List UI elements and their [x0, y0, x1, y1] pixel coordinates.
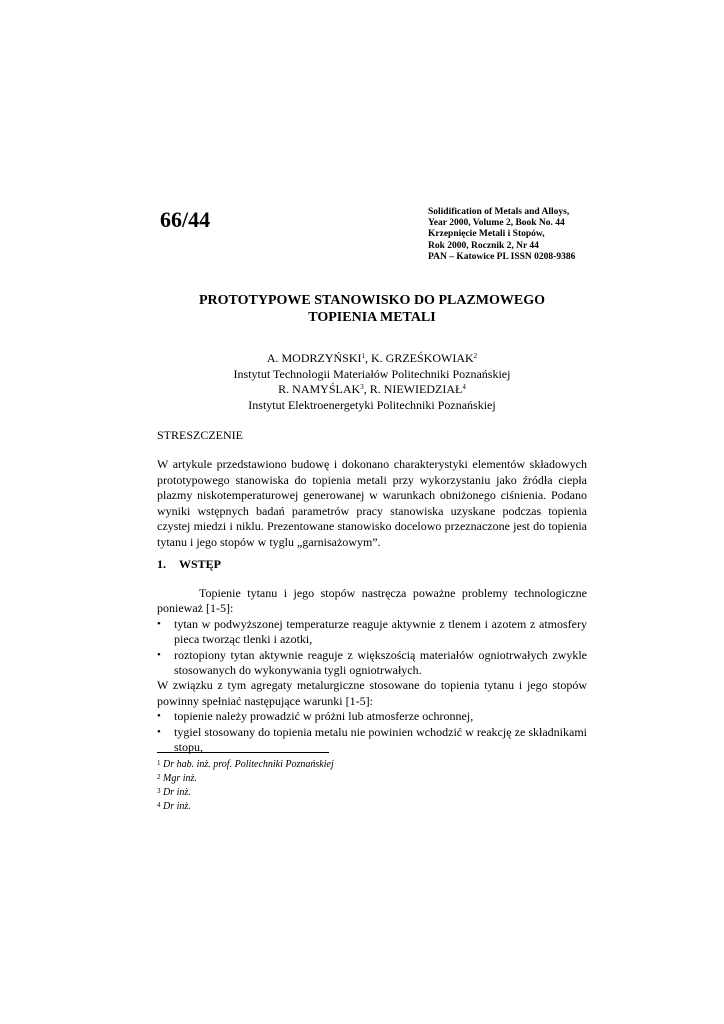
bullet-icon: •	[157, 725, 161, 738]
abstract-heading: STRESZCZENIE	[157, 428, 243, 442]
bullet-text: topienie należy prowadzić w próżni lub atmosferze ochronnej,	[174, 709, 474, 724]
footnote-mark: 3	[360, 383, 364, 391]
author-separator: ,	[363, 382, 370, 396]
footnote-text: Dr hab. inż. prof. Politechniki Poznańskiej	[163, 759, 334, 770]
section-body	[157, 586, 587, 755]
journal-line: Solidification of Metals and Alloys,	[428, 207, 570, 217]
journal-line: PAN – Katowice PL ISSN 0208-9386	[428, 251, 576, 262]
footnote-mark: 2	[157, 773, 161, 781]
footnote	[157, 772, 334, 786]
footnote-mark: 3	[157, 787, 161, 795]
bullet-text: tytan w podwyższonej temperaturze reaguje aktywnie z tlenem i azotem z atmosfery pieca tworząc tlenki i azotki,	[174, 616, 587, 647]
footnote-text: Dr inż.	[163, 801, 191, 812]
author-name: R. NAMYŚLAK	[278, 382, 361, 396]
title-line-2: TOPIENIA METALI	[308, 310, 436, 325]
footnote	[157, 758, 334, 772]
bullet-text: tygiel stosowany do topienia metalu nie powinien wchodzić w reakcję ze składnikami stopu,	[174, 724, 587, 755]
journal-info	[428, 207, 575, 263]
bullet-item	[157, 725, 587, 756]
footnote-mark: 1	[157, 759, 161, 767]
section-heading	[157, 557, 221, 572]
footnote-rule	[157, 752, 329, 753]
footnote-mark: 2	[473, 352, 478, 360]
affiliation: Instytut Elektroenergetyki Politechniki Poznańskiej	[248, 397, 496, 412]
bullet-text: roztopiony tytan aktywnie reaguje z większością materiałów ogniotrwałych zwykle stosowanych do wykonywania tygli ogniotrwałych.	[174, 647, 587, 678]
bullet-icon: •	[157, 710, 161, 723]
paragraph: W związku z tym agregaty metalurgiczne stosowane do topienia tytanu i jego stopów powinny spełniać następujące warunki [1-5]:	[157, 678, 587, 708]
bullet-item	[157, 648, 587, 679]
bullet-item	[157, 617, 587, 648]
footnote-mark: 4	[157, 801, 161, 809]
paragraph: Topienie tytanu i jego stopów nastręcza poważne problemy technologiczne ponieważ [1-5]:	[157, 586, 587, 616]
author-name: R. NIEWIEDZIAŁ	[369, 382, 463, 396]
journal-line: Year 2000, Volume 2, Book No. 44	[428, 218, 565, 229]
footnote-text: Dr inż.	[163, 787, 191, 798]
footnote-mark: 4	[462, 383, 466, 391]
affiliation: Instytut Technologii Materiałów Politechniki Poznańskiej	[233, 366, 511, 381]
footnote-text: Mgr inż.	[163, 773, 197, 784]
footnote	[157, 800, 334, 814]
section-number: 1.	[157, 557, 166, 571]
bullet-item	[157, 709, 587, 724]
authors-block	[150, 351, 594, 413]
footnote-mark: 1	[361, 352, 365, 360]
footnotes	[157, 758, 334, 814]
journal-line: Rok 2000, Rocznik 2, Nr 44	[428, 240, 539, 251]
author-name: K. GRZEŚKOWIAK	[371, 351, 474, 365]
title-line-1: PROTOTYPOWE STANOWISKO DO PLAZMOWEGO	[198, 293, 546, 308]
footnote	[157, 786, 334, 800]
bullet-icon: •	[157, 617, 161, 630]
bullet-icon: •	[157, 648, 161, 661]
author-line-1	[150, 351, 594, 367]
author-name: A. MODRZYŃSKI	[266, 351, 362, 365]
page-number: 66/44	[160, 207, 211, 232]
section-title: WSTĘP	[179, 557, 222, 571]
paper-title	[150, 292, 594, 326]
journal-line: Krzepnięcie Metali i Stopów,	[428, 229, 545, 240]
abstract-text: W artykule przedstawiono budowę i dokonano charakterystyki elementów składowych prototypowego stanowiska do topienia metali przy wykorzystaniu jako źródła ciepła plazmy niskotemperaturowej generowanej w warunkach obniżonego ciśnienia. Podano wyniki wstępnych badań parametrów pracy stanowiska uzyskane podczas topienia czystej miedzi i niklu. Prezentowane stanowisko docelowo przeznaczone jest do topienia tytanu i jego stopów w tyglu „garnisażowym”.	[157, 457, 587, 549]
author-separator: ,	[365, 351, 371, 365]
author-line-2	[150, 382, 594, 398]
